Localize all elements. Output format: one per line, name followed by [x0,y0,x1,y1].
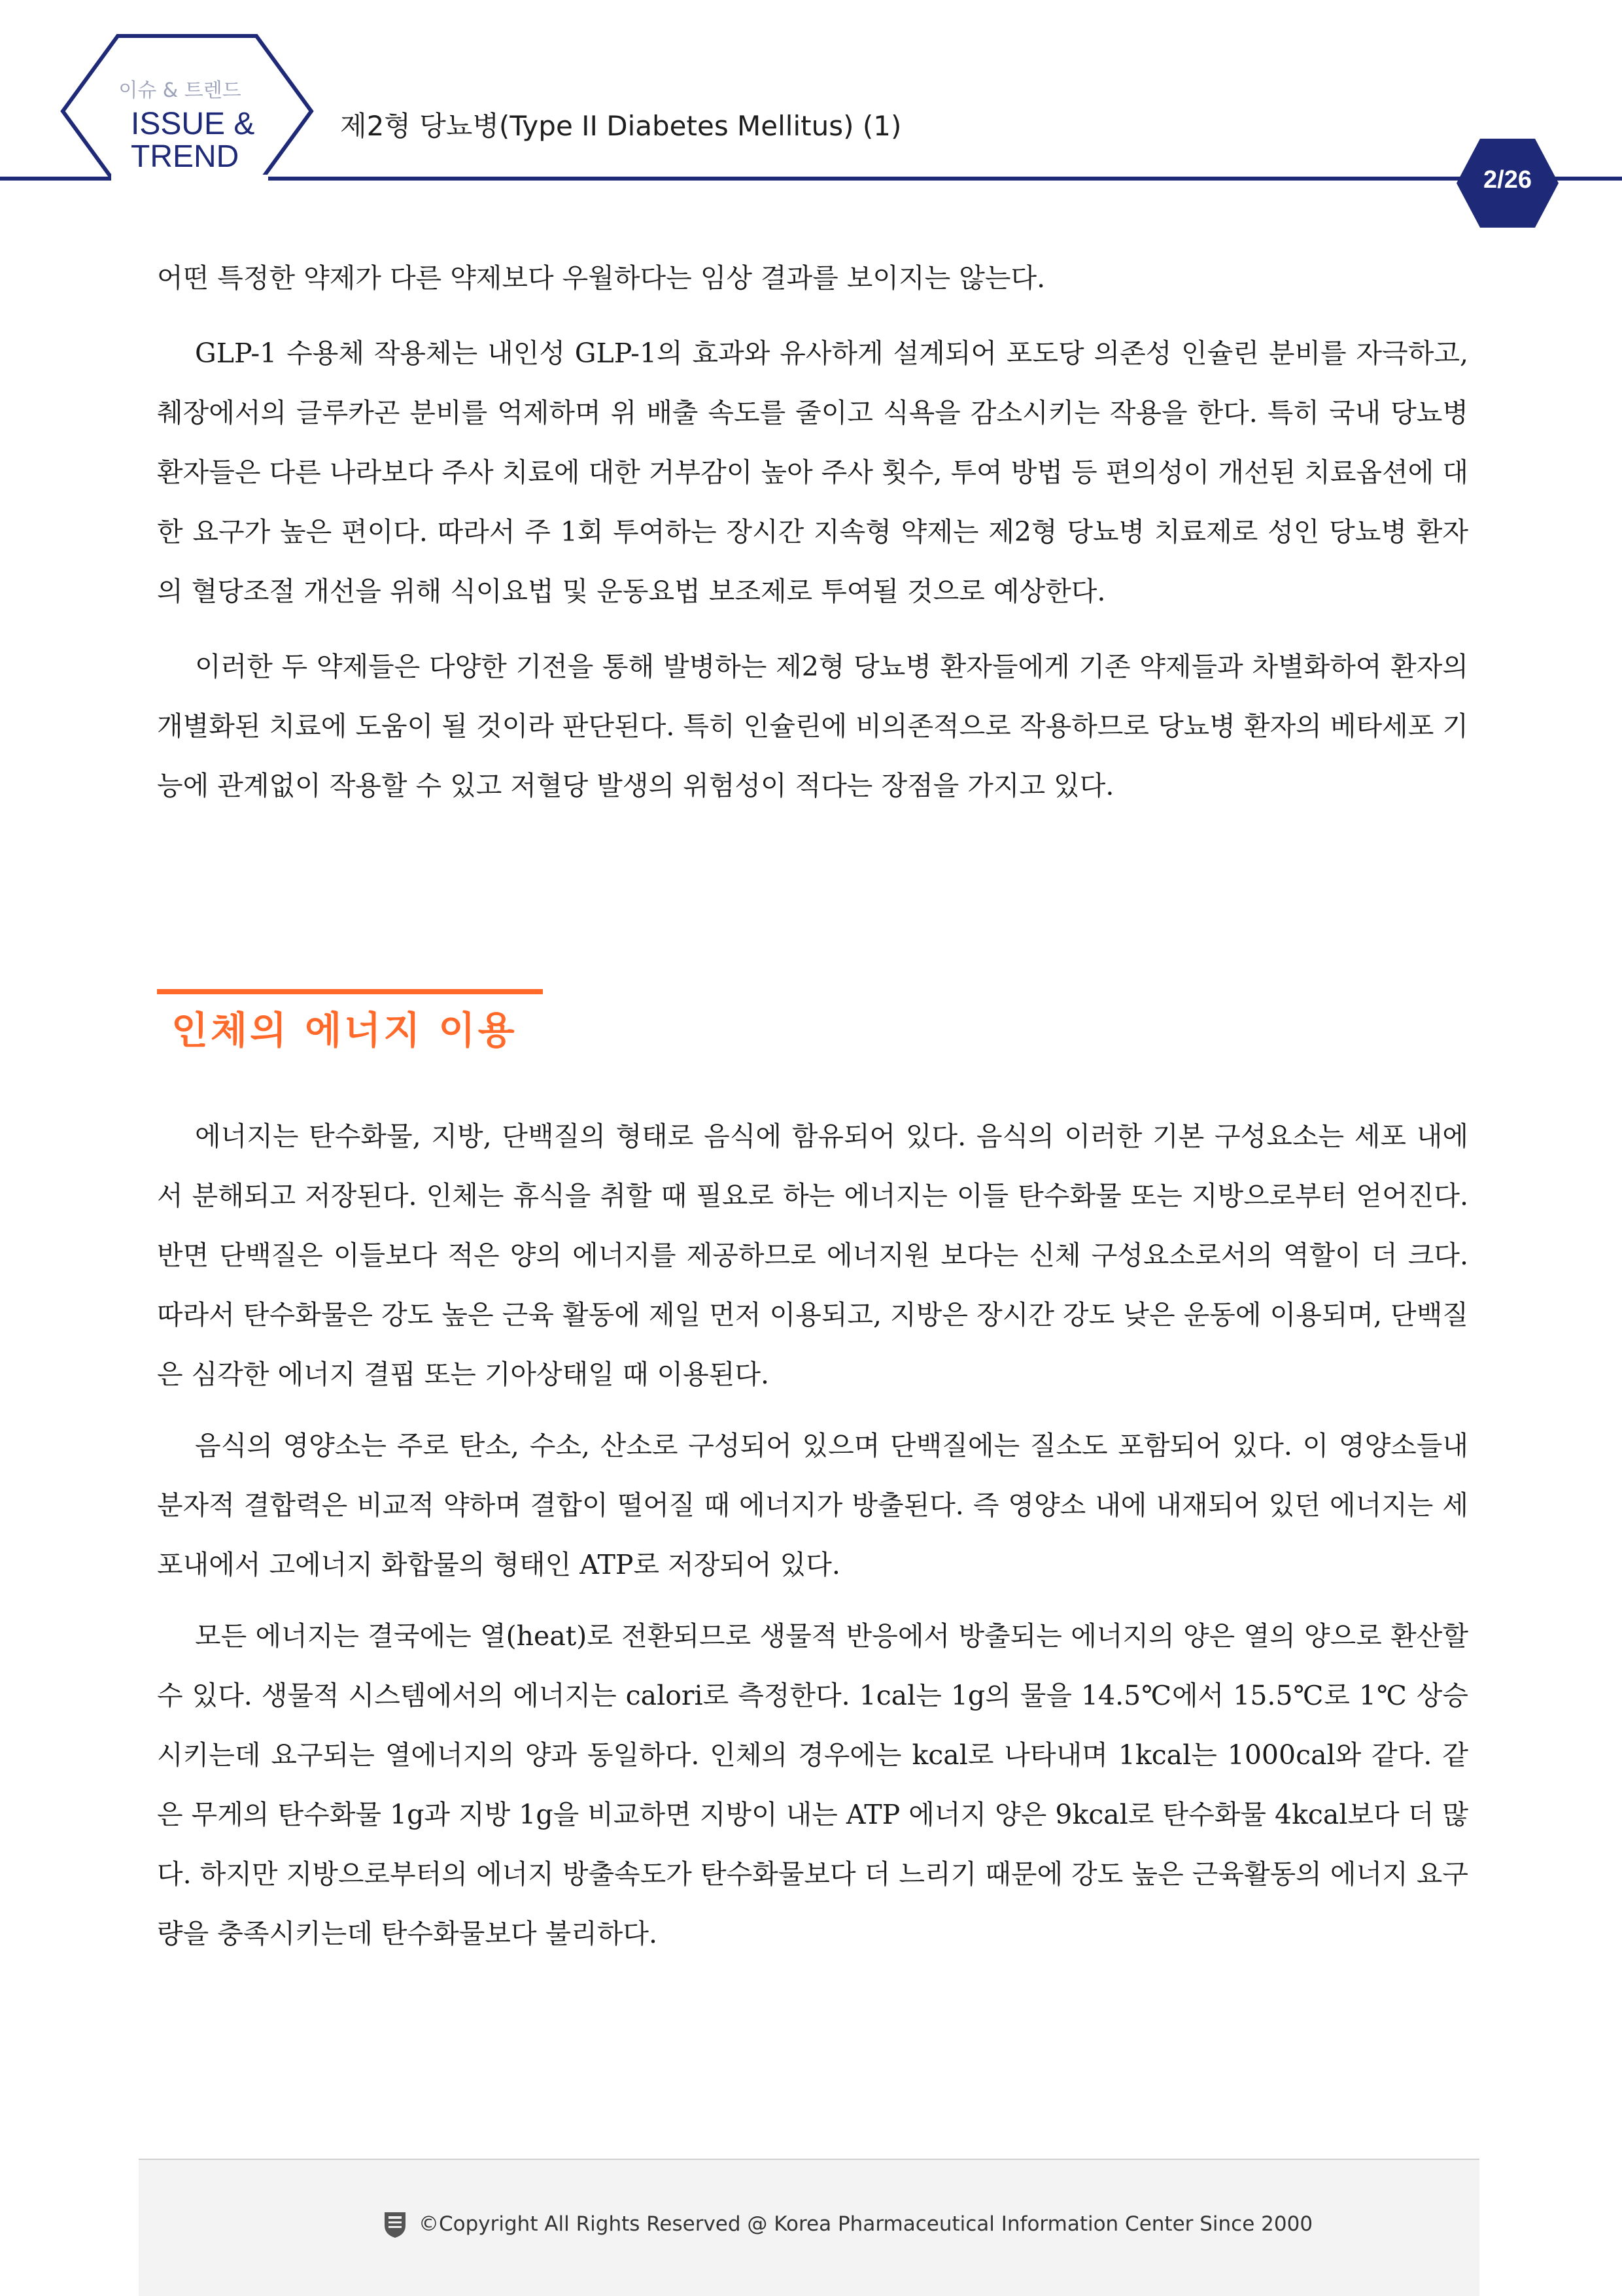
intro-paragraph-1: 어떤 특정한 약제가 다른 약제보다 우월하다는 임상 결과를 보이지는 않는다. [157,262,1046,294]
page-number: 2/26 [1483,166,1532,194]
crest-icon [383,2210,407,2238]
logo-line2: TREND [131,139,239,174]
issue-trend-logo [0,0,340,186]
section-paragraph-3: 모든 에너지는 결국에는 열(heat)로 전환되므로 생물적 반응에서 방출되는 에너지의 양은 열의 양으로 환산할 수 있다. 생물적 시스템에서의 에너지는 calori로 측정한다. 1cal는 1g의 물을 14.5℃에서 15.5℃로 1℃ 상승시키는데 요구되는 열에너지의 양과 동일하다. 인체의 경우에는 kcal로 나타내며 1kcal는 1000cal와 같다. 같은 무게의 탄수화물 1g과 지방 1g을 비교하면 지방이 내는 ATP 에너지 양은 9kcal로 탄수화물 4kcal보다 더 많다. 하지만 지방으로부터의 에너지 방출속도가 탄수화물보다 더 느리기 때문에 강도 높은 근육활동의 에너지 요구량을 충족시키는데 탄수화물보다 불리하다. [157,1620,1468,1949]
section-title: 인체의 에너지 이용 [171,1008,517,1052]
intro-paragraph-2: GLP-1 수용체 작용체는 내인성 GLP-1의 효과와 유사하게 설계되어 포도당 의존성 인슐린 분비를 자극하고, 췌장에서의 글루카곤 분비를 억제하며 위 배출 속도를 줄이고 식욕을 감소시키는 작용을 한다. 특히 국내 당뇨병 환자들은 다른 나라보다 주사 치료에 대한 거부감이 높아 주사 횟수, 투여 방법 등 편의성이 개선된 치료옵션에 대한 요구가 높은 편이다. 따라서 주 1회 투여하는 장시간 지속형 약제는 제2형 당뇨병 치료제로 성인 당뇨병 환자의 혈당조절 개선을 위해 식이요법 및 운동요법 보조제로 투여될 것으로 예상한다. [157,338,1468,607]
intro-paragraph-3: 이러한 두 약제들은 다양한 기전을 통해 발병하는 제2형 당뇨병 환자들에게 기존 약제들과 차별화하여 환자의 개별화된 치료에 도움이 될 것이라 판단된다. 특히 인슐린에 비의존적으로 작용하므로 당뇨병 환자의 베타세포 기능에 관계없이 작용할 수 있고 저혈당 발생의 위험성이 적다는 장점을 가지고 있다. [157,651,1468,801]
document-title: 제2형 당뇨병(Type II Diabetes Mellitus) (1) [340,110,902,142]
intro-body [157,249,1468,816]
logo-line1: ISSUE & [131,107,255,141]
copyright-text: ©Copyright All Rights Reserved @ Korea Pharmaceutical Information Center Since 2000 [419,2212,1313,2236]
section-accent-bar [157,989,543,994]
section-paragraph-1: 에너지는 탄수화물, 지방, 단백질의 형태로 음식에 함유되어 있다. 음식의 이러한 기본 구성요소는 세포 내에서 분해되고 저장된다. 인체는 휴식을 취할 때 필요로 하는 에너지는 이들 탄수화물 또는 지방으로부터 얻어진다. 반면 단백질은 이들보다 적은 양의 에너지를 제공하므로 에너지원 보다는 신체 구성요소로서의 역할이 더 크다. 따라서 탄수화물은 강도 높은 근육 활동에 제일 먼저 이용되고, 지방은 장시간 강도 낮은 운동에 이용되며, 단백질은 심각한 에너지 결핍 또는 기아상태일 때 이용된다. [157,1121,1468,1390]
section-paragraph-2: 음식의 영양소는 주로 탄소, 수소, 산소로 구성되어 있으며 단백질에는 질소도 포함되어 있다. 이 영양소들내 분자적 결합력은 비교적 약하며 결합이 떨어질 때 에너지가 방출된다. 즉 영양소 내에 내재되어 있던 에너지는 세포내에서 고에너지 화합물의 형태인 ATP로 저장되어 있다. [157,1430,1468,1580]
section-body [157,1107,1468,1964]
logo-small-text: 이슈 & 트렌드 [118,79,241,102]
